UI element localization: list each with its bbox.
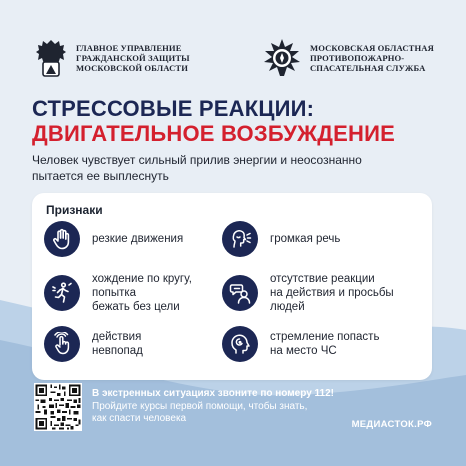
fire-rescue-service-emblem-icon: [262, 38, 302, 78]
left-org-line-1: ГЛАВНОЕ УПРАВЛЕНИЕ: [76, 43, 182, 53]
footer-courses-line-1: Пройдите курсы первой помощи, чтобы знать,: [92, 400, 308, 412]
sign-text-line: громкая речь: [270, 233, 341, 245]
sign-text-line: стремление попасть: [270, 331, 380, 343]
sign-text-line: невпопад: [92, 345, 143, 357]
qr-code[interactable]: [34, 383, 82, 431]
sign-text-line: бежать без цели: [92, 301, 180, 313]
header-org-gu-gz: [34, 38, 190, 78]
person-speech-icon: [228, 281, 252, 305]
sign-item-inappropriate-actions: [44, 326, 143, 362]
sign-icon-circle: [44, 275, 80, 311]
brand-mediastok: МЕДИАСТОК.РФ: [351, 419, 432, 430]
sign-text-line: резкие движения: [92, 233, 184, 245]
sign-text-line: хождение по кругу,: [92, 273, 192, 285]
moscow-region-coat-of-arms-icon: [34, 38, 68, 78]
sign-text-line: отсутствие реакции: [270, 273, 375, 285]
title-line-1: СТРЕССОВЫЕ РЕАКЦИИ:: [32, 96, 315, 121]
raised-hand-icon: [50, 227, 74, 251]
signs-heading: Признаки: [46, 203, 103, 217]
right-org-line-3: СПАСАТЕЛЬНАЯ СЛУЖБА: [310, 63, 426, 73]
sign-item-walking-circle: [44, 272, 192, 314]
subtitle: [32, 153, 452, 184]
sign-text-line: на место ЧС: [270, 345, 337, 357]
shouting-face-icon: [228, 227, 252, 251]
footer-emergency-call: В экстренных ситуациях звоните по номеру 112!: [92, 388, 335, 399]
sign-item-loud-speech: [222, 221, 340, 257]
signs-card: [32, 193, 432, 380]
head-thought-icon: [228, 332, 252, 356]
footer-text: [92, 388, 334, 426]
left-org-line-3: МОСКОВСКОЙ ОБЛАСТИ: [76, 63, 189, 73]
right-org-line-2: ПРОТИВОПОЖАРНО-: [310, 53, 405, 63]
running-person-icon: [50, 281, 74, 305]
sign-text-line: на действия и просьбы: [270, 287, 394, 299]
title-line-2: ДВИГАТЕЛЬНОЕ ВОЗБУЖДЕНИЕ: [32, 121, 395, 146]
sign-icon-circle: [222, 326, 258, 362]
sign-icon-circle: [44, 326, 80, 362]
sign-text-line: попытка: [92, 287, 137, 299]
subtitle-line-2: пытается ее выплеснуть: [32, 168, 169, 183]
sign-icon-circle: [222, 275, 258, 311]
sign-item-no-reaction: [222, 272, 394, 314]
sign-text-line: людей: [270, 301, 305, 313]
page-title: [32, 96, 395, 146]
sign-icon-circle: [222, 221, 258, 257]
sign-text-line: действия: [92, 331, 142, 343]
left-org-line-2: ГРАЖДАНСКОЙ ЗАЩИТЫ: [76, 53, 190, 63]
sign-item-sharp-movements: [44, 221, 183, 257]
right-org-line-1: МОСКОВСКАЯ ОБЛАСТНАЯ: [310, 43, 434, 53]
tapping-hand-icon: [50, 332, 74, 356]
qr-code-icon: [34, 383, 82, 431]
footer-courses-line-2: как спасти человека: [92, 413, 187, 424]
sign-icon-circle: [44, 221, 80, 257]
header-org-mops: [262, 38, 434, 78]
subtitle-line-1: Человек чувствует сильный прилив энергии и неосознанно: [32, 153, 362, 167]
sign-item-emergency-site: [222, 326, 379, 362]
